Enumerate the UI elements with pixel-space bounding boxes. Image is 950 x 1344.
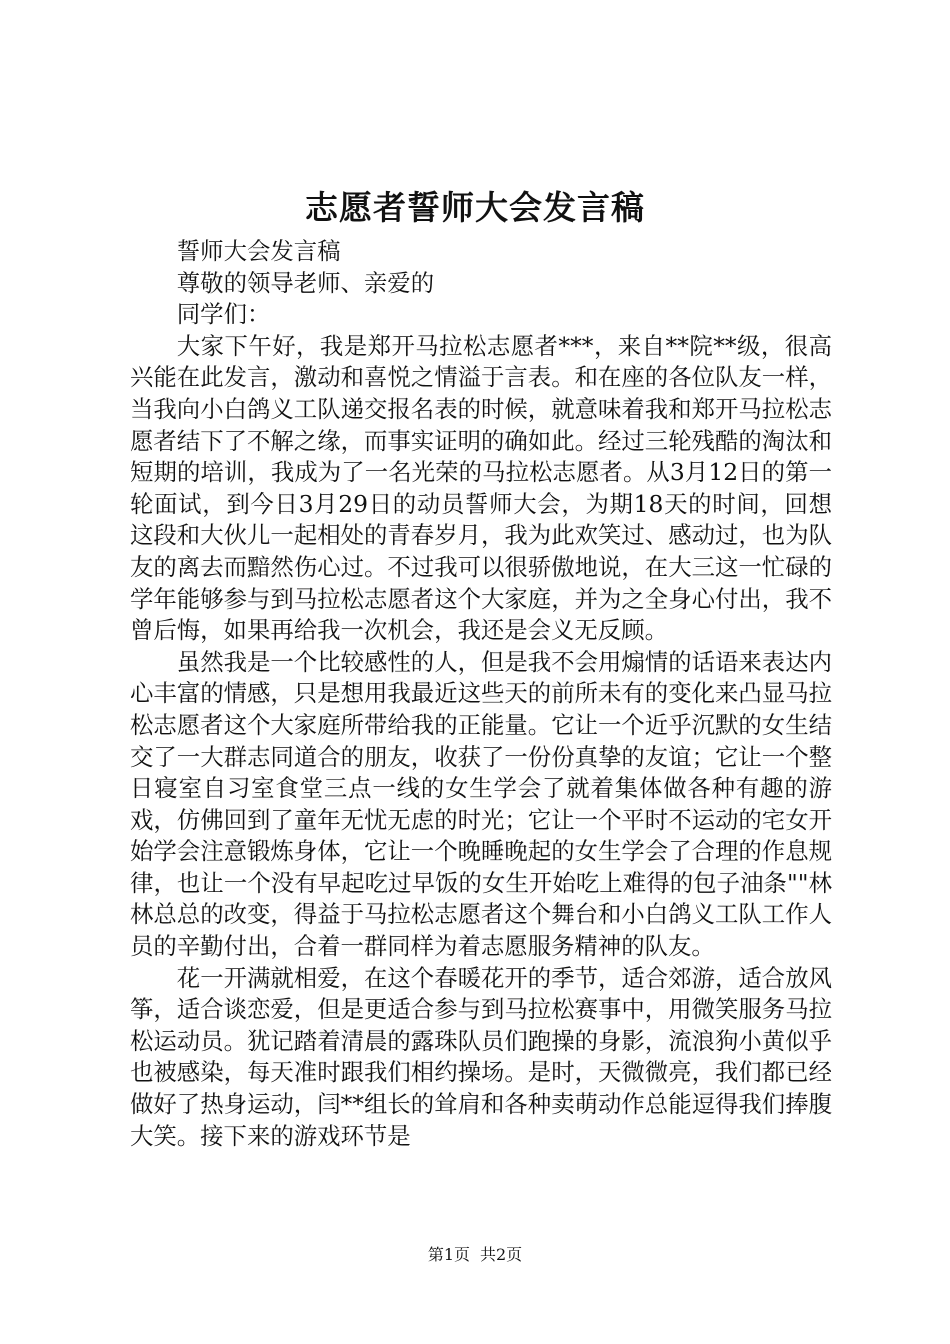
- paragraph-body: 花一开满就相爱，在这个春暖花开的季节，适合郊游，适合放风筝，适合谈恋爱，但是更适合参与到马拉松赛事中，用微笑服务马拉松运动员。犹记踏着清晨的露珠队员们跑操的身影，流浪狗小黄似乎也被感染，每天准时跟我们相约操场。是时，天微微亮，我们都已经做好了热身运动，闫**组长的耸肩和各种卖萌动作总能逗得我们捧腹大笑。接下来的游戏环节是: [130, 963, 832, 1150]
- paragraph-body: 虽然我是一个比较感性的人，但是我不会用煽情的话语来表达内心丰富的情感，只是想用我最近这些天的前所未有的变化来凸显马拉松志愿者这个大家庭所带给我的正能量。它让一个近乎沉默的女生结交了一大群志同道合的朋友，收获了一份份真挚的友谊；它让一个整日寝室自习室食堂三点一线的女生学会了就着集体做各种有趣的游戏，仿佛回到了童年无忧无虑的时光；它让一个平时不运动的宅女开始学会注意锻炼身体，它让一个晚睡晚起的女生学会了合理的作息规律，也让一个没有早起吃过早饭的女生开始吃上难得的包子油条""林林总总的改变，得益于马拉松志愿者这个舞台和小白鸽义工队工作人员的辛勤付出，合着一群同样为着志愿服务精神的队友。: [130, 647, 832, 961]
- paragraph-salutation: 尊敬的领导老师、亲爱的: [176, 268, 435, 297]
- page-number: 第1页: [427, 1245, 470, 1264]
- paragraph-subtitle: 誓师大会发言稿: [176, 237, 341, 265]
- page-footer: [0, 1244, 950, 1266]
- paragraph-body: 大家下午好，我是郑开马拉松志愿者***，来自**院**级，很高兴能在此发言，激动和喜悦之情溢于言表。和在座的各位队友一样，当我向小白鸽义工队递交报名表的时候，就意味着我和郑开马拉松志愿者结下了不解之缘，而事实证明的确如此。经过三轮残酷的淘汰和短期的培训，我成为了一名光荣的马拉松志愿者。从3月12日的第一轮面试，到今日3月29日的动员誓师大会，为期18天的时间，回想这段和大伙儿一起相处的青春岁月，我为此欢笑过、感动过，也为队友的离去而黯然伤心过。不过我可以很骄傲地说，在大三这一忙碌的学年能够参与到马拉松志愿者这个大家庭，并为之全身心付出，我不曾后悔，如果再给我一次机会，我还是会义无反顾。: [130, 331, 832, 645]
- paragraph-salutation-cont: 同学们：: [176, 300, 271, 329]
- document-body: [130, 236, 832, 1152]
- document-title: 志愿者誓师大会发言稿: [305, 188, 645, 227]
- page-total: 共2页: [480, 1245, 523, 1264]
